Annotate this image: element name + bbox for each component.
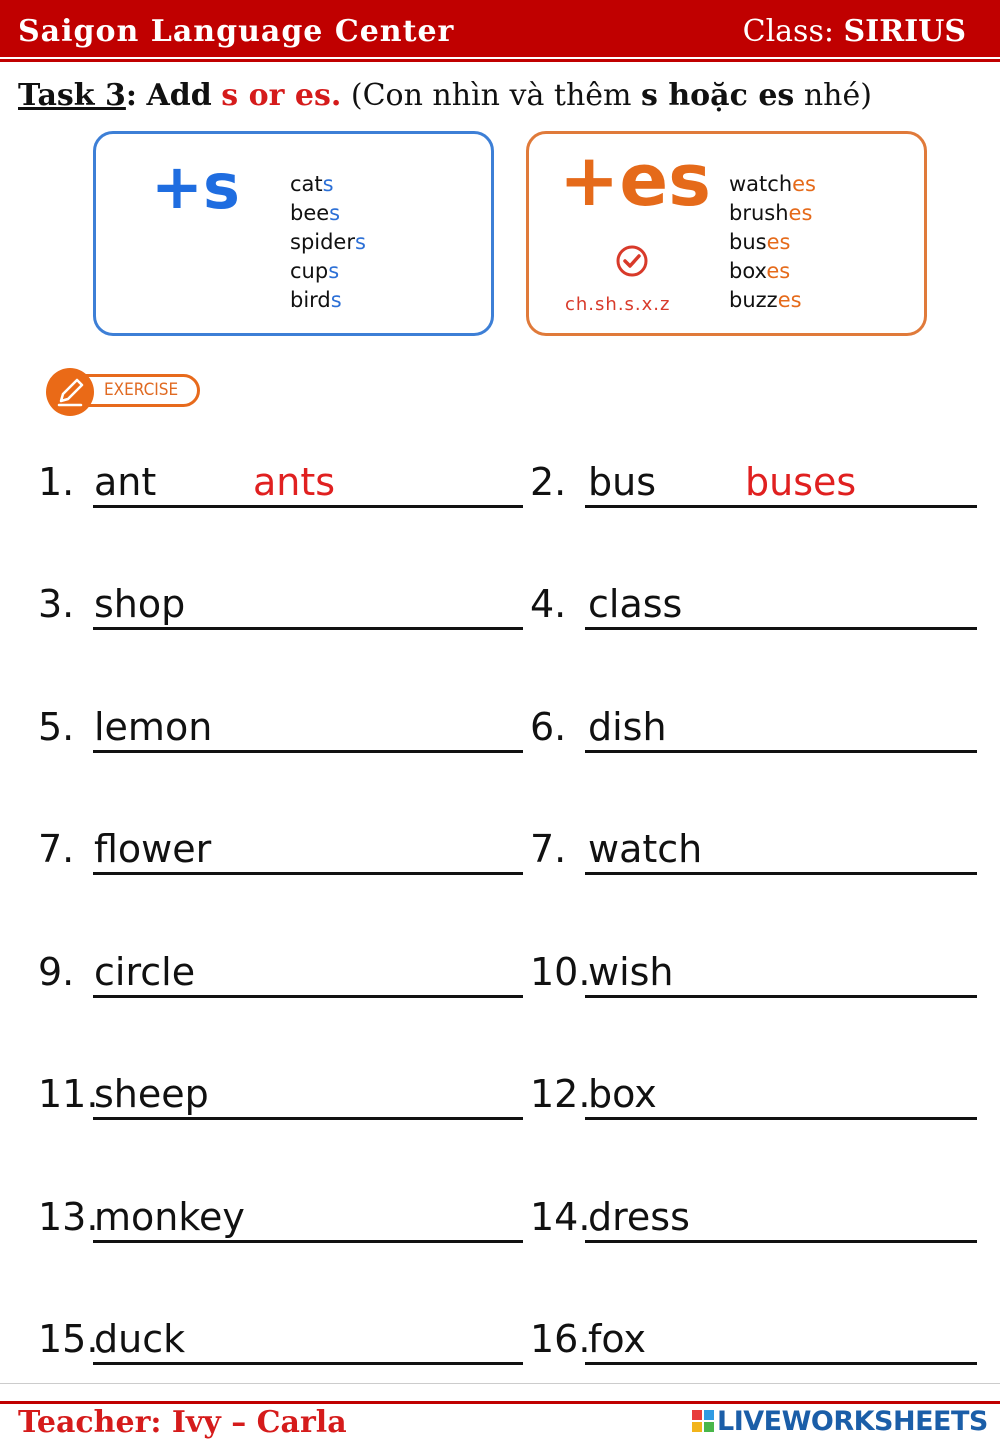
word-suffix: es [766, 230, 791, 254]
rule-s-word [290, 170, 366, 199]
exercise-word: shop [94, 582, 186, 626]
exercise-number: 11. [38, 1072, 99, 1116]
exercise-number: 10. [530, 950, 591, 994]
header-divider [0, 59, 1000, 62]
rule-s-word [290, 228, 366, 257]
exercise-word: bus [588, 460, 657, 504]
exercise-word: sheep [94, 1072, 209, 1116]
exercise-item [530, 1173, 977, 1243]
exercise-item [38, 683, 523, 753]
answer-line[interactable] [93, 505, 523, 508]
word-suffix: es [792, 172, 817, 196]
checkmark-icon [615, 244, 649, 278]
exercise-word: dish [588, 705, 667, 749]
word-suffix: s [330, 288, 342, 312]
exercise-word: circle [94, 950, 196, 994]
word-suffix: es [788, 201, 813, 225]
exercise-number: 5. [38, 705, 75, 749]
exercise-item [38, 1295, 523, 1365]
exercise-item [530, 560, 977, 630]
badge-label: EXERCISE [104, 380, 179, 400]
liveworksheets-logo-icon [692, 1410, 714, 1432]
exercise-item [530, 683, 977, 753]
word-suffix: s [329, 201, 341, 225]
exercise-word: class [588, 582, 683, 626]
word-stem: bird [290, 288, 331, 312]
rule-es-word-list [729, 170, 816, 315]
answer-field[interactable]: buses [745, 460, 857, 504]
exercise-item [38, 805, 523, 875]
word-stem: cat [290, 172, 323, 196]
rule-s-word [290, 199, 366, 228]
word-stem: cup [290, 259, 329, 283]
liveworksheets-brand[interactable] [692, 1404, 992, 1438]
class-label: Class: [742, 14, 834, 49]
exercise-word: monkey [94, 1195, 245, 1239]
exercise-word: dress [588, 1195, 690, 1239]
rule-es-box [526, 131, 927, 336]
answer-line[interactable] [93, 627, 523, 630]
word-stem: spider [290, 230, 355, 254]
task-add: Add [146, 78, 212, 113]
answer-line[interactable] [585, 1240, 977, 1243]
exercise-word: box [588, 1072, 657, 1116]
task-options: s or es. [221, 78, 342, 113]
school-name: Saigon Language Center [18, 14, 455, 49]
task-instruction [18, 78, 872, 113]
exercise-word: flower [94, 827, 212, 871]
answer-line[interactable] [585, 627, 977, 630]
exercise-word: ant [94, 460, 157, 504]
answer-line[interactable] [585, 995, 977, 998]
exercise-item [38, 438, 523, 508]
word-stem: bus [729, 230, 767, 254]
exercise-number: 4. [530, 582, 567, 626]
exercise-word: duck [94, 1317, 186, 1361]
answer-line[interactable] [585, 1362, 977, 1365]
rule-es-word [729, 199, 816, 228]
exercise-number: 7. [38, 827, 75, 871]
badge-circle [46, 368, 94, 416]
answer-line[interactable] [93, 995, 523, 998]
plus-es-symbol: +es [559, 138, 712, 222]
class-info [743, 14, 966, 49]
exercise-number: 1. [38, 460, 75, 504]
word-stem: watch [729, 172, 793, 196]
rule-s-box [93, 131, 494, 336]
rule-s-word [290, 286, 366, 315]
exercise-number: 3. [38, 582, 75, 626]
exercise-word: wish [588, 950, 674, 994]
answer-line[interactable] [93, 750, 523, 753]
rule-es-word [729, 170, 816, 199]
word-stem: buzz [729, 288, 778, 312]
footer-divider-light [0, 1383, 1000, 1384]
exercise-item [530, 1050, 977, 1120]
task-colon: : [125, 78, 137, 113]
brand-name: LIVEWORKSHEETS [717, 1406, 988, 1437]
exercise-item [38, 1173, 523, 1243]
exercise-word: fox [588, 1317, 646, 1361]
answer-line[interactable] [585, 750, 977, 753]
exercise-number: 6. [530, 705, 567, 749]
answer-line[interactable] [585, 872, 977, 875]
exercise-word: lemon [94, 705, 213, 749]
task-label: Task 3 [18, 78, 126, 113]
exercise-number: 15. [38, 1317, 99, 1361]
exercise-number: 14. [530, 1195, 591, 1239]
exercise-item [530, 805, 977, 875]
task-instruction-close: nhé) [803, 78, 872, 113]
answer-field[interactable]: ants [253, 460, 336, 504]
exercise-word: watch [588, 827, 703, 871]
exercise-number: 12. [530, 1072, 591, 1116]
class-name: SIRIUS [843, 14, 966, 49]
word-stem: box [729, 259, 767, 283]
pencil-icon [46, 368, 94, 416]
rule-s-word-list [290, 170, 366, 315]
word-suffix: s [322, 172, 334, 196]
exercise-number: 2. [530, 460, 567, 504]
exercise-item [38, 560, 523, 630]
answer-line[interactable] [585, 1117, 977, 1120]
exercise-badge [46, 368, 204, 414]
task-instruction-bold: s hoặc es [641, 78, 795, 113]
exercise-number: 16. [530, 1317, 591, 1361]
word-stem: brush [729, 201, 789, 225]
word-stem: bee [290, 201, 330, 225]
rule-es-word [729, 286, 816, 315]
exercise-item [530, 1295, 977, 1365]
exercise-item [38, 1050, 523, 1120]
word-suffix: s [328, 259, 340, 283]
task-instruction-open: (Con nhìn và thêm [350, 78, 632, 113]
exercise-item [38, 928, 523, 998]
word-suffix: es [766, 259, 791, 283]
exercise-number: 7. [530, 827, 567, 871]
rule-es-word [729, 257, 816, 286]
answer-line[interactable] [93, 1240, 523, 1243]
exercise-number: 9. [38, 950, 75, 994]
rule-es-word [729, 228, 816, 257]
header-bar [0, 0, 1000, 57]
answer-line[interactable] [93, 1362, 523, 1365]
es-endings: ch.sh.s.x.z [565, 294, 671, 315]
exercise-item [530, 438, 977, 508]
word-suffix: s [355, 230, 366, 254]
answer-line[interactable] [585, 505, 977, 508]
plus-s-symbol: +s [151, 150, 240, 223]
teacher-name: Teacher: Ivy – Carla [18, 1405, 347, 1440]
answer-line[interactable] [93, 872, 523, 875]
rule-s-word [290, 257, 366, 286]
exercise-number: 13. [38, 1195, 99, 1239]
answer-line[interactable] [93, 1117, 523, 1120]
exercise-item [530, 928, 977, 998]
word-suffix: es [777, 288, 802, 312]
